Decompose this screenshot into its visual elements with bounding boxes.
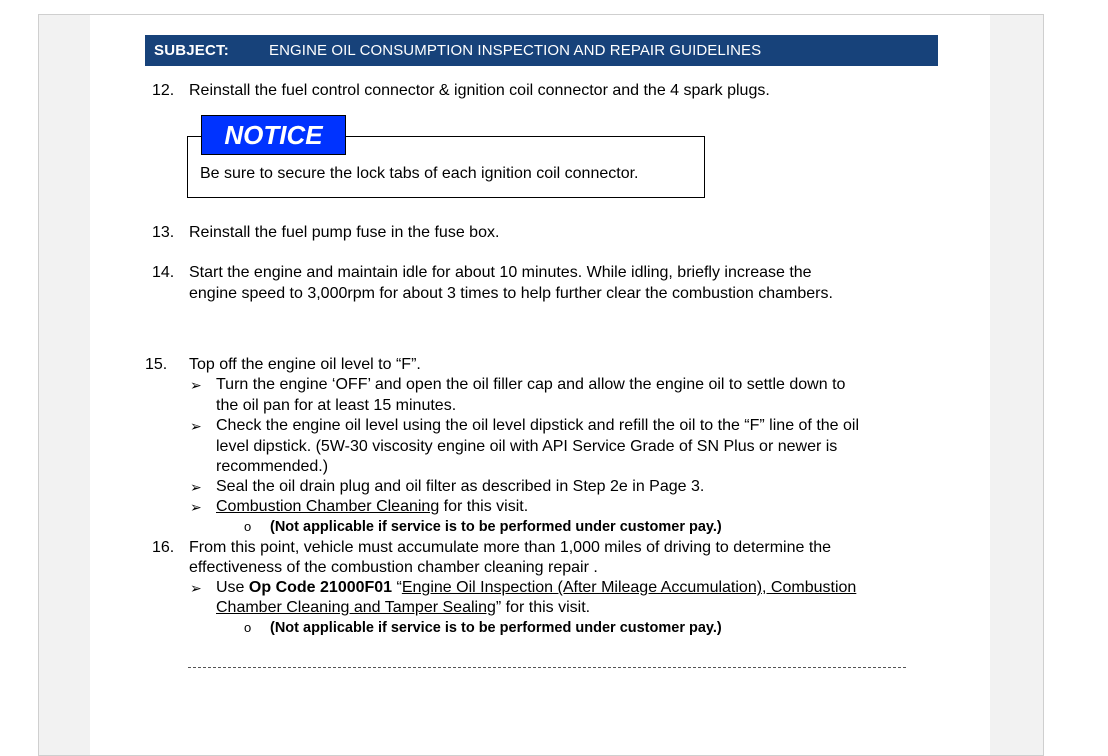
step-12-number: 12.	[152, 82, 175, 99]
notice-title: NOTICE	[201, 115, 346, 155]
step-14-line-1: Start the engine and maintain idle for about 10 minutes. While idling, briefly increase the	[189, 264, 812, 281]
subject-label: SUBJECT:	[154, 42, 229, 59]
op-code-link-part-1[interactable]: Engine Oil Inspection (After Mileage Accumulation), Combustion	[401, 579, 857, 596]
step-16-number: 16.	[152, 539, 175, 556]
subject-header-bar	[145, 35, 938, 66]
arrow-bullet-icon: ➢	[190, 479, 202, 495]
circle-bullet-icon: o	[244, 620, 252, 635]
open-quote: “	[392, 579, 402, 596]
step-15-sub-note: (Not applicable if service is to be performed under customer pay.)	[270, 519, 722, 535]
step-15-number: 15.	[145, 356, 168, 373]
step-15-bullet-1-line-1: Turn the engine ‘OFF’ and open the oil filler cap and allow the engine oil to settle down to	[216, 376, 846, 393]
step-14-number: 14.	[152, 264, 175, 281]
step-13-text: Reinstall the fuel pump fuse in the fuse box.	[189, 224, 500, 241]
step-15-bullet-3: Seal the oil drain plug and oil filter as described in Step 2e in Page 3.	[216, 478, 705, 495]
subject-title: ENGINE OIL CONSUMPTION INSPECTION AND REPAIR GUIDELINES	[269, 42, 762, 59]
circle-bullet-icon: o	[244, 519, 252, 534]
step-15-bullet-4-rest: for this visit.	[439, 498, 529, 515]
arrow-bullet-icon: ➢	[190, 418, 202, 434]
step-15-bullet-4	[216, 497, 528, 517]
combustion-chamber-cleaning-link[interactable]: Combustion Chamber Cleaning	[216, 498, 440, 515]
arrow-bullet-icon: ➢	[190, 377, 202, 393]
arrow-bullet-icon: ➢	[190, 580, 202, 596]
step-16-line-1: From this point, vehicle must accumulate more than 1,000 miles of driving to determine the	[189, 539, 832, 556]
step-14-line-2: engine speed to 3,000rpm for about 3 times to help further clear the combustion chambers.	[189, 285, 833, 302]
step-16-bullet-1-line-1	[216, 578, 856, 598]
step-12-text: Reinstall the fuel control connector & ignition coil connector and the 4 spark plugs.	[189, 82, 770, 99]
arrow-bullet-icon: ➢	[190, 499, 202, 515]
use-prefix: Use	[216, 579, 249, 596]
step-15-text: Top off the engine oil level to “F”.	[189, 356, 421, 373]
step-13-number: 13.	[152, 224, 175, 241]
step-15-bullet-1-line-2: the oil pan for at least 15 minutes.	[216, 397, 457, 414]
step-16-sub-note: (Not applicable if service is to be performed under customer pay.)	[270, 620, 722, 636]
step-16-bullet-1-rest: ” for this visit.	[495, 599, 591, 616]
op-code: Op Code 21000F01	[248, 579, 393, 596]
notice-text: Be sure to secure the lock tabs of each ignition coil connector.	[200, 165, 639, 182]
step-16-line-2: effectiveness of the combustion chamber cleaning repair .	[189, 559, 598, 576]
step-16-bullet-1-line-2	[216, 598, 590, 618]
op-code-link-part-2[interactable]: Chamber Cleaning and Tamper Sealing	[216, 599, 496, 616]
dashed-divider	[188, 667, 906, 668]
step-15-bullet-2-line-2: level dipstick. (5W-30 viscosity engine oil with API Service Grade of SN Plus or newer is	[216, 438, 838, 455]
step-15-bullet-2-line-3: recommended.)	[216, 458, 329, 475]
step-15-bullet-2-line-1: Check the engine oil level using the oil level dipstick and refill the oil to the “F” line of the oil	[216, 417, 860, 434]
